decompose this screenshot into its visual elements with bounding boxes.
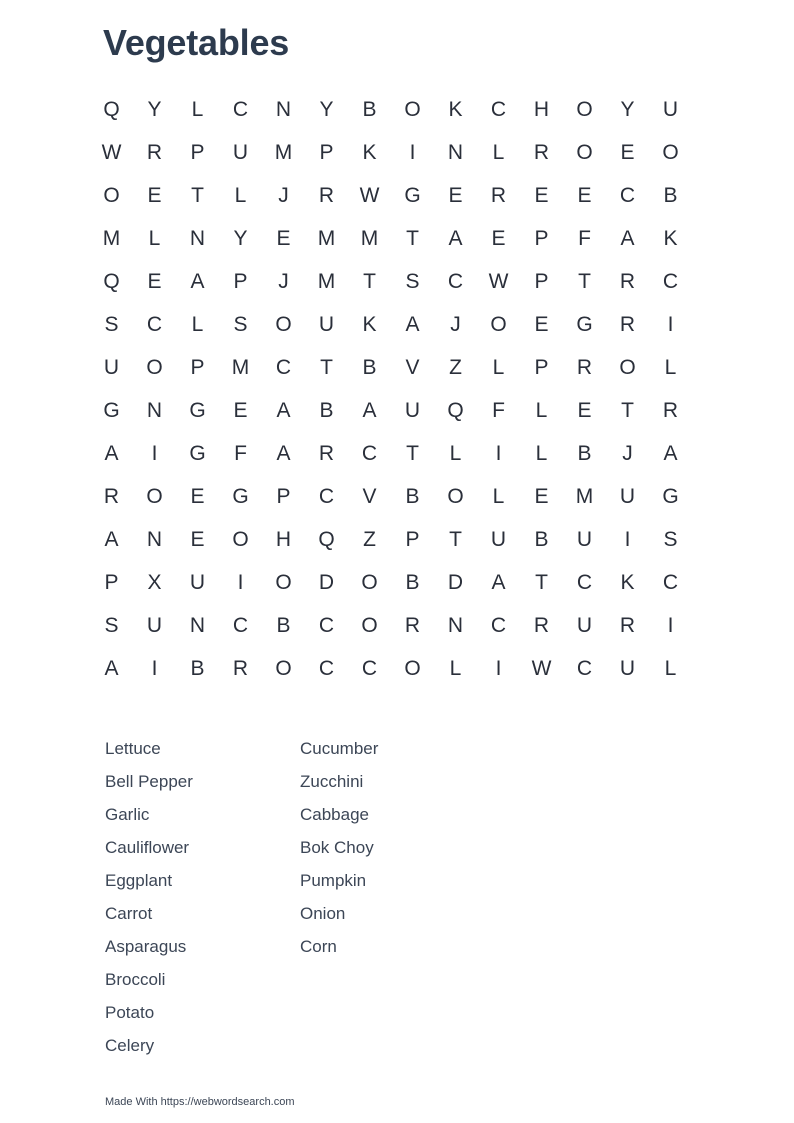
grid-letter: A [104,441,119,465]
grid-letter: T [363,269,376,293]
grid-letter: L [191,312,204,336]
grid-letter: T [578,269,591,293]
grid-letter: U [576,527,593,551]
grid-letter: E [233,398,248,422]
grid-letter: O [275,656,292,680]
grid-letter: Z [449,355,462,379]
grid-letter: L [449,441,462,465]
grid-letter: A [276,398,291,422]
footer-credit: Made With https://webwordsearch.com [105,1096,295,1108]
grid-letter: Z [363,527,376,551]
grid-letter: V [405,355,420,379]
grid-letter: R [576,355,593,379]
word-list-item: Cabbage [300,805,370,824]
grid-letter: R [490,183,507,207]
grid-letter: N [146,398,163,422]
grid-letter: M [317,269,336,293]
grid-letter: U [146,613,163,637]
grid-letter: D [318,570,335,594]
grid-letter: M [231,355,250,379]
word-list-column-1 [105,736,300,1066]
grid-letter: O [662,140,679,164]
grid-letter: L [535,398,548,422]
word-list-item: Zucchini [300,772,364,791]
grid-letter: J [278,183,289,207]
grid-letter: O [275,570,292,594]
grid-letter: N [189,613,206,637]
grid-letter: S [104,312,119,336]
grid-letter: C [318,484,335,508]
grid-letter: C [490,613,507,637]
grid-letter: C [662,570,679,594]
word-list-item: Onion [300,904,346,923]
grid-letter: B [534,527,549,551]
word-list-item: Cucumber [300,739,379,758]
word-list-item: Celery [105,1036,155,1055]
grid-letter: K [448,97,463,121]
grid-letter: C [275,355,292,379]
grid-letter: R [533,140,550,164]
grid-letter: N [275,97,292,121]
grid-letter: C [576,570,593,594]
grid-letter: L [191,97,204,121]
grid-letter: F [234,441,247,465]
word-list-item: Lettuce [105,739,161,758]
grid-letter: I [151,656,158,680]
grid-letter: G [103,398,120,422]
word-list-item: Bell Pepper [105,772,193,791]
grid-letter: T [449,527,462,551]
grid-letter: F [492,398,505,422]
grid-letter: X [147,570,162,594]
grid-letter: B [405,484,420,508]
grid-letter: J [622,441,633,465]
grid-letter: A [104,527,119,551]
word-list-item: Broccoli [105,970,166,989]
grid-letter: B [362,355,377,379]
grid-letter: O [447,484,464,508]
grid-letter: Y [319,97,334,121]
grid-letter: F [578,226,591,250]
grid-letter: U [318,312,335,336]
grid-letter: O [576,140,593,164]
grid-letter: C [576,656,593,680]
grid-letter: C [361,441,378,465]
grid-letter: A [620,226,635,250]
grid-letter: B [190,656,205,680]
grid-letter: L [234,183,247,207]
grid-letter: E [147,183,162,207]
grid-letter: L [535,441,548,465]
grid-letter: L [449,656,462,680]
grid-letter: R [318,441,335,465]
grid-letter: P [233,269,248,293]
grid-letter: E [491,226,506,250]
grid-letter: J [450,312,461,336]
grid-letter: T [191,183,204,207]
grid-letter: O [490,312,507,336]
grid-letter: R [146,140,163,164]
grid-letter: I [151,441,158,465]
grid-letter: T [621,398,634,422]
grid-letter: Q [447,398,464,422]
word-list-item: Bok Choy [300,838,374,857]
grid-letter: A [362,398,377,422]
grid-letter: T [406,441,419,465]
word-list [105,736,495,1066]
grid-letter: G [576,312,593,336]
grid-letter: P [190,140,205,164]
grid-letter: O [361,613,378,637]
grid-letter: G [189,441,206,465]
grid-letter: B [319,398,334,422]
grid-letter: K [620,570,635,594]
word-list-item: Cauliflower [105,838,190,857]
grid-letter: E [276,226,291,250]
grid-letter: C [447,269,464,293]
word-list-column-2 [300,736,495,1066]
grid-letter: S [104,613,119,637]
grid-letter: E [577,183,592,207]
grid-letter: K [362,140,377,164]
grid-letter: C [318,656,335,680]
grid-letter: S [405,269,420,293]
grid-letter: A [104,656,119,680]
grid-letter: U [103,355,120,379]
grid-letter: O [275,312,292,336]
grid-letter: C [318,613,335,637]
grid-letter: U [619,484,636,508]
grid-letter: W [531,656,552,680]
grid-letter: I [667,613,674,637]
grid-letter: R [619,269,636,293]
grid-letter: I [624,527,631,551]
grid-letter: P [534,226,549,250]
grid-letter: R [103,484,120,508]
word-list-item: Pumpkin [300,871,367,890]
grid-letter: O [146,355,163,379]
grid-letter: B [663,183,678,207]
grid-letter: N [189,226,206,250]
grid-letter: E [448,183,463,207]
grid-letter: R [533,613,550,637]
grid-letter: T [320,355,333,379]
grid-letter: Q [103,97,120,121]
grid-letter: E [534,484,549,508]
grid-letter: U [189,570,206,594]
grid-letter: N [447,140,464,164]
grid-letter: Y [147,97,162,121]
grid-letter: H [533,97,550,121]
grid-letter: E [620,140,635,164]
grid-letter: I [409,140,416,164]
grid-letter: A [190,269,205,293]
grid-letter: H [275,527,292,551]
grid-letter: M [102,226,121,250]
grid-letter: K [663,226,678,250]
grid-letter: C [619,183,636,207]
grid-letter: P [104,570,119,594]
word-list-item: Corn [300,937,337,956]
grid-letter: W [488,269,509,293]
grid-letter: R [662,398,679,422]
grid-letter: G [232,484,249,508]
grid-letter: U [404,398,421,422]
grid-letter: C [662,269,679,293]
page-title: Vegetables [103,22,290,63]
grid-letter: R [619,312,636,336]
grid-letter: I [495,441,502,465]
grid-letter: U [619,656,636,680]
grid-letter: M [360,226,379,250]
grid-letter: C [361,656,378,680]
grid-letter: R [619,613,636,637]
grid-letter: O [146,484,163,508]
grid-letter: A [491,570,506,594]
grid-letter: N [447,613,464,637]
grid-letter: K [362,312,377,336]
grid-letter: B [405,570,420,594]
grid-letter: L [492,355,505,379]
grid-letter: E [577,398,592,422]
grid-letter: C [232,613,249,637]
grid-letter: E [147,269,162,293]
grid-letter: M [575,484,594,508]
grid-letter: B [577,441,592,465]
grid-letter: R [404,613,421,637]
grid-letter: L [492,140,505,164]
grid-letter: L [148,226,161,250]
grid-letter: Q [318,527,335,551]
grid-letter: Y [620,97,635,121]
grid-letter: N [146,527,163,551]
grid-letter: R [318,183,335,207]
grid-letter: Y [233,226,248,250]
grid-letter: O [361,570,378,594]
grid-letter: L [664,355,677,379]
grid-letter: O [404,656,421,680]
grid-letter: A [276,441,291,465]
grid-letter: G [189,398,206,422]
word-list-item: Eggplant [105,871,173,890]
grid-letter: O [404,97,421,121]
grid-letter: B [362,97,377,121]
grid-letter: E [190,484,205,508]
grid-letter: M [317,226,336,250]
grid-letter: V [362,484,377,508]
grid-letter: P [534,355,549,379]
grid-letter: B [276,613,291,637]
grid-letter: I [237,570,244,594]
grid-letter: C [146,312,163,336]
grid-letter: W [101,140,122,164]
grid-letter: P [276,484,291,508]
word-list-item: Potato [105,1003,155,1022]
grid-letter: S [663,527,678,551]
word-list-item: Asparagus [105,937,187,956]
grid-letter: U [576,613,593,637]
grid-letter: T [535,570,548,594]
grid-letter: D [447,570,464,594]
word-list-item: Carrot [105,904,153,923]
grid-letter: I [495,656,502,680]
grid-letter: P [534,269,549,293]
grid-letter: O [619,355,636,379]
grid-letter: A [448,226,463,250]
grid-letter: C [232,97,249,121]
letter-grid [90,88,692,690]
grid-letter: W [359,183,380,207]
grid-letter: P [190,355,205,379]
grid-letter: U [232,140,249,164]
grid-letter: I [667,312,674,336]
grid-letter: E [190,527,205,551]
grid-letter: U [490,527,507,551]
grid-letter: O [103,183,120,207]
grid-letter: O [232,527,249,551]
grid-letter: L [664,656,677,680]
grid-letter: M [274,140,293,164]
grid-letter: R [232,656,249,680]
grid-letter: J [278,269,289,293]
grid-letter: C [490,97,507,121]
word-list-item: Garlic [105,805,150,824]
grid-letter: U [662,97,679,121]
grid-letter: S [233,312,248,336]
grid-letter: G [662,484,679,508]
grid-letter: O [576,97,593,121]
grid-letter: Q [103,269,120,293]
grid-letter: P [319,140,334,164]
grid-letter: L [492,484,505,508]
grid-letter: P [405,527,420,551]
grid-letter: E [534,312,549,336]
grid-letter: A [405,312,420,336]
grid-letter: E [534,183,549,207]
grid-letter: G [404,183,421,207]
grid-letter: A [663,441,678,465]
grid-letter: T [406,226,419,250]
